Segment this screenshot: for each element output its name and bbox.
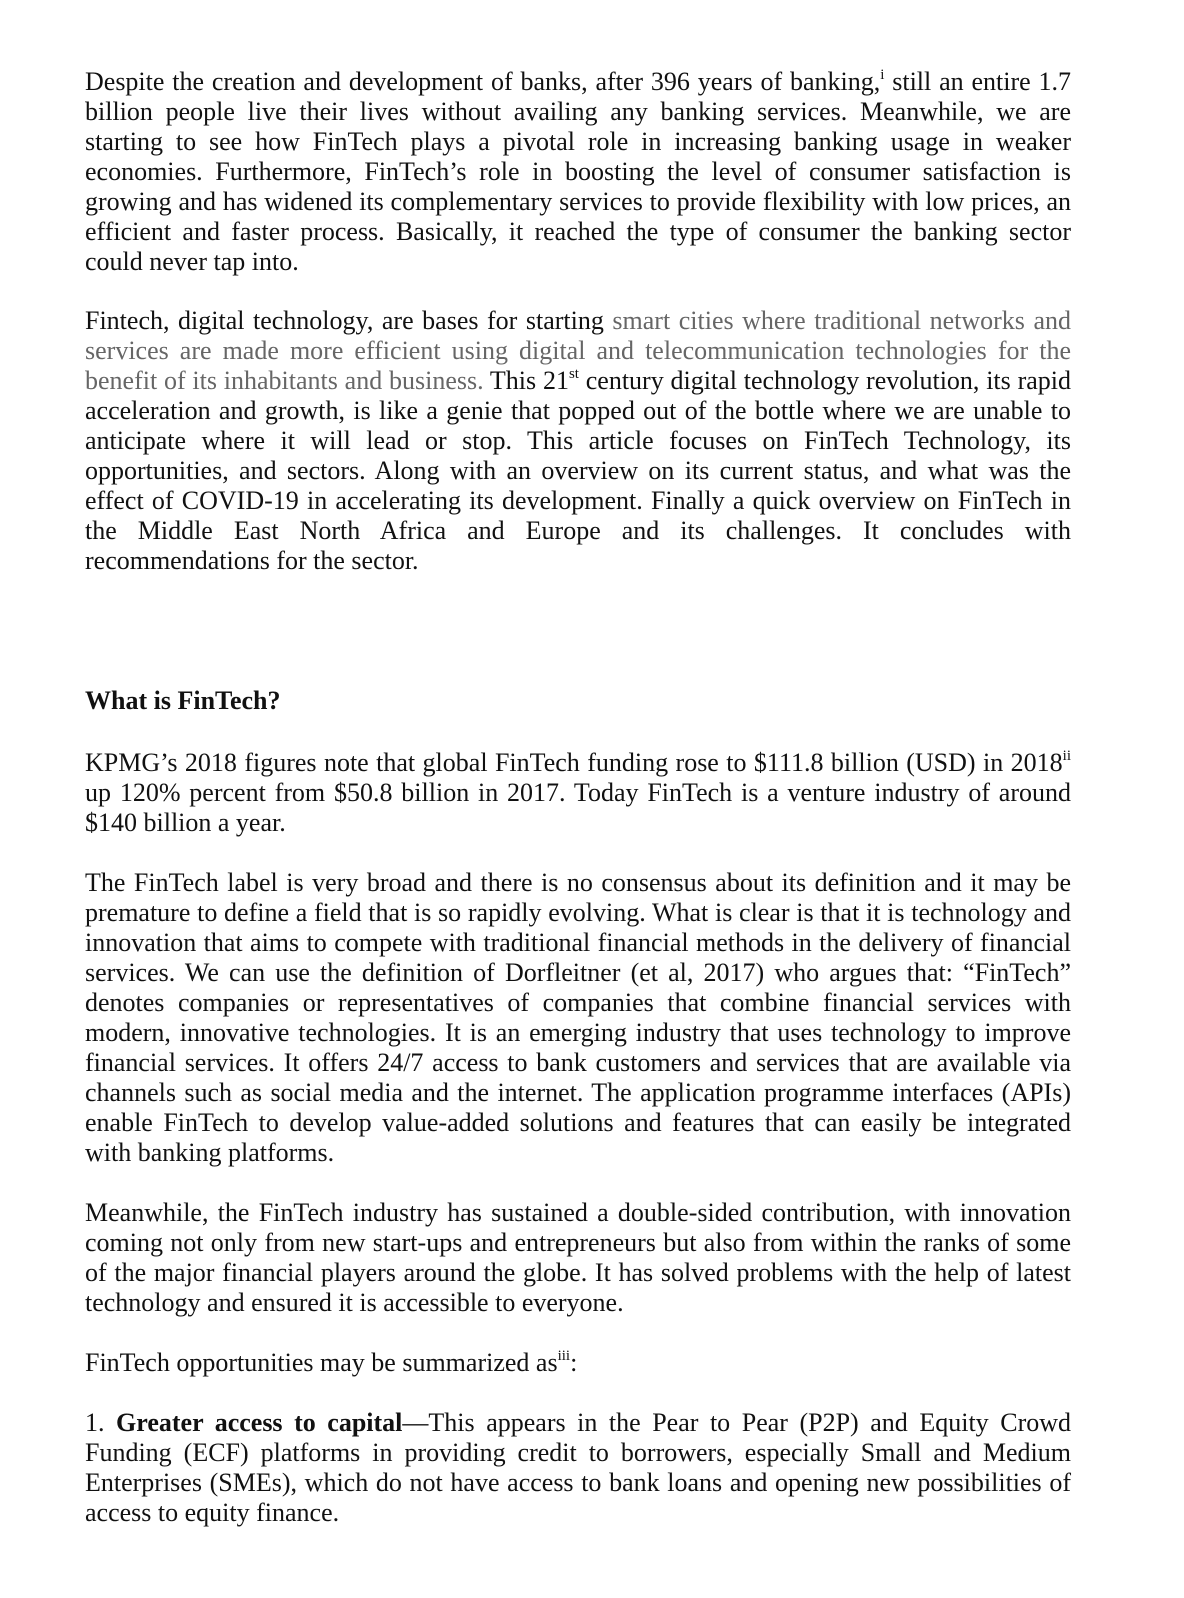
paragraph-opportunities: [85, 1348, 1071, 1378]
spacer: [85, 576, 1071, 686]
text: This 21: [483, 366, 569, 395]
text: FinTech opportunities may be summarized as: [85, 1348, 558, 1377]
list-item-greater-access: [85, 1408, 1071, 1528]
superscript: st: [568, 366, 579, 382]
text: century digital technology revolution, its rapid acceleration and growth, is like a genie that popped out of the bottle where we are unable to anticipate where it will lead or stop. This article focuses on FinTech Technology, its opportunities, and sectors. Along with an overview on its current status, and what was the effect of COVID-19 in accelerating its development. Finally a quick overview on FinTech in the Middle East North Africa and Europe and its challenges. It concludes with recommendations for the sector.: [85, 366, 1071, 575]
paragraph-meanwhile: Meanwhile, the FinTech industry has sustained a double-sided contribution, with innovation coming not only from new start-ups and entrepreneurs but also from within the ranks of some of the major financial players around the globe. It has solved problems with the help of latest technology and ensured it is accessible to everyone.: [85, 1198, 1071, 1317]
footnote-marker: i: [880, 67, 885, 83]
paragraph-fintech-label: The FinTech label is very broad and there is no consensus about its definition and it may be premature to define a field that is so rapidly evolving. What is clear is that it is technology and innovation that aims to compete with traditional financial methods in the delivery of financial services. We can use the definition of Dorfleitner (et al, 2017) who argues that: “FinTech” denotes companies or representatives of companies that combine financial services with modern, innovative technologies. It is an emerging industry that uses technology to improve financial services. It offers 24/7 access to bank customers and services that are available via channels such as social media and the internet. The application programme interfaces (APIs) enable FinTech to develop value-added solutions and features that can easily be integrated with banking platforms.: [85, 868, 1071, 1167]
text: :: [570, 1348, 578, 1377]
list-item-text: —This appears in the Pear to Pear (P2P) and Equity Crowd Funding (ECF) platforms in providing credit to borrowers, especially Small and Medium Enterprises (SMEs), which do not have access to bank loans and opening new possibilities of access to equity finance.: [85, 1408, 1071, 1527]
footnote-marker: ii: [1062, 748, 1071, 764]
list-number: 1.: [85, 1408, 117, 1437]
paragraph-intro: [85, 67, 1071, 277]
text: up 120% percent from $50.8 billion in 2017. Today FinTech is a venture industry of around $140 billion a year.: [85, 778, 1071, 837]
text: Fintech, digital technology, are bases for starting: [85, 306, 613, 335]
text: Despite the creation and development of banks, after 396 years of banking,: [85, 67, 881, 96]
text: KPMG’s 2018 figures note that global FinTech funding rose to $111.8 billion (USD) in 2018: [85, 748, 1063, 777]
footnote-marker: iii: [557, 1348, 571, 1364]
list-item-title: Greater access to capital: [116, 1408, 403, 1437]
paragraph-smart-cities: [85, 306, 1071, 576]
paragraph-kpmg: [85, 748, 1071, 838]
section-heading: What is FinTech?: [85, 686, 281, 715]
text: still an entire 1.7 billion people live their lives without availing any banking services. Meanwhile, we are starting to see how FinTech plays a pivotal role in increasing banking usage in weaker economies. Furthermore, FinTech’s role in boosting the level of consumer satisfaction is growing and has widened its complementary services to provide flexibility with low prices, an efficient and faster process. Basically, it reached the type of consumer the banking sector could never tap into.: [85, 67, 1071, 276]
document-page: [85, 67, 1071, 1528]
gray-text: smart cities where traditional networks and services are made more efficient using digital and telecommunication technologies for the benefit of its inhabitants and business.: [85, 306, 1071, 395]
